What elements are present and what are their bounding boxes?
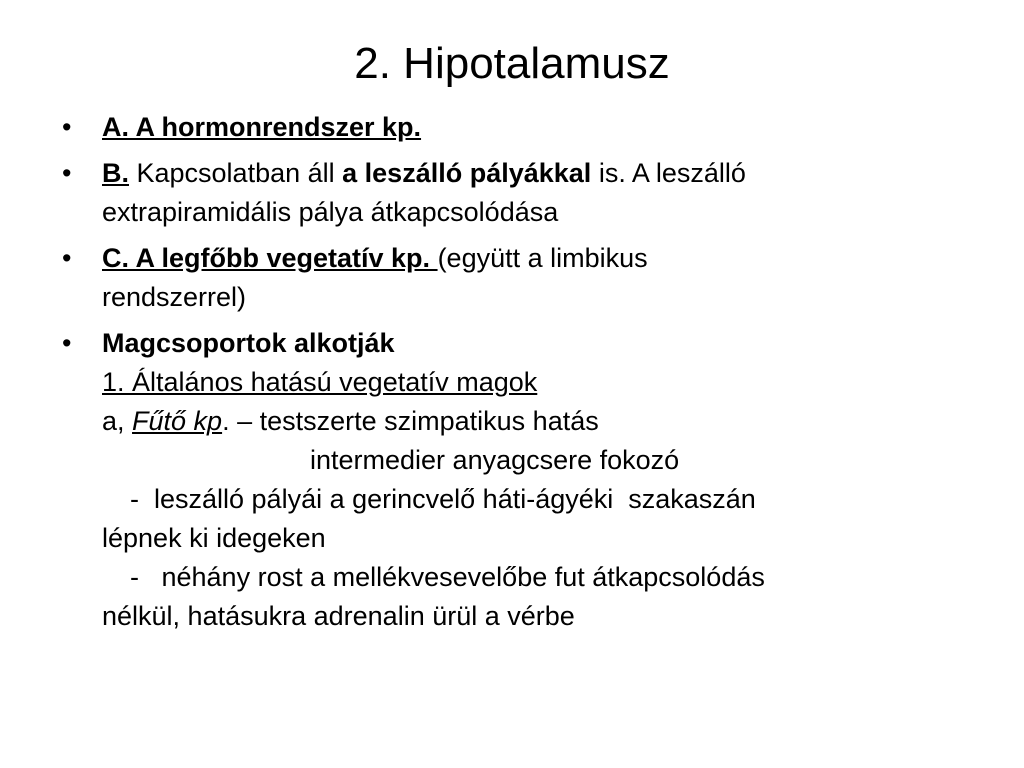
item-b-bold: a leszálló pályákkal: [342, 158, 592, 188]
item-d-heading: Magcsoportok alkotják: [102, 328, 395, 358]
bullet-item-b: [62, 154, 962, 232]
bullet-glyph: •: [62, 243, 72, 273]
item-d-a-rest: . – testszerte szimpatikus hatás: [222, 406, 599, 436]
item-d-line-7: - néhány rost a mellékvesevelőbe fut átkapcsolódás: [130, 562, 765, 592]
item-d-line-6: lépnek ki idegeken: [102, 523, 326, 553]
item-d-line-5: - leszálló pályái a gerincvelő háti-ágyéki szakaszán: [130, 484, 756, 514]
bullet-item-a: [62, 108, 962, 147]
item-d-a-italic: Fűtő kp: [132, 406, 223, 436]
bullet-glyph: •: [62, 158, 72, 188]
item-d-line-8: nélkül, hatásukra adrenalin ürül a vérbe: [102, 601, 575, 631]
slide-title: 2. Hipotalamusz: [354, 39, 670, 88]
bullet-item-d: [62, 324, 962, 636]
bullet-glyph: •: [62, 328, 72, 358]
item-a-label: A. A hormonrendszer kp.: [102, 112, 422, 142]
item-b-line-2: extrapiramidális pálya átkapcsolódása: [102, 197, 559, 227]
bullet-glyph: •: [62, 112, 72, 142]
item-d-a-prefix: a,: [102, 406, 133, 436]
slide-content: [62, 108, 962, 643]
item-b-text-2: is. A leszálló: [591, 158, 746, 188]
item-c-label: C. A legfőbb vegetatív kp.: [102, 243, 438, 273]
bullet-item-c: [62, 239, 962, 317]
item-c-text: (együtt a limbikus: [437, 243, 648, 273]
item-b-label: B.: [102, 158, 129, 188]
item-b-text: Kapcsolatban áll: [129, 158, 343, 188]
item-d-line-4: intermedier anyagcsere fokozó: [310, 445, 680, 475]
item-c-line-2: rendszerrel): [102, 282, 247, 312]
item-d-subheading: 1. Általános hatású vegetatív magok: [102, 367, 538, 397]
